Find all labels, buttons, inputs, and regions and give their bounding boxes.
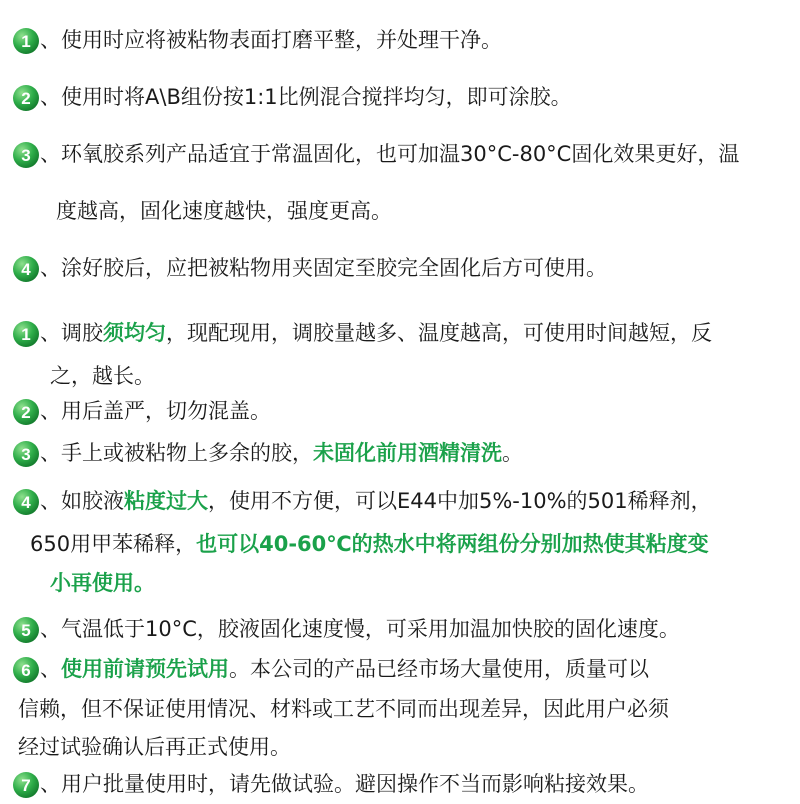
- number-badge-icon: [12, 84, 40, 112]
- s2-item-6-cont2: [0, 727, 800, 767]
- item-text: 环氧胶系列产品适宜于常温固化，也可加温30°C-80°C固化效果更好，温: [61, 142, 740, 166]
- number-badge-icon: [12, 771, 40, 799]
- svg-text:3: 3: [21, 445, 31, 464]
- number-badge-icon: [12, 27, 40, 55]
- item-text: 手上或被粘物上多余的胶，: [61, 441, 313, 465]
- separator: 、: [40, 399, 61, 423]
- s2-item-6: [0, 649, 800, 689]
- item-text: ，使用不方便，可以E44中加5%-10%的501稀释剂，: [208, 489, 712, 513]
- number-badge-icon: [12, 398, 40, 426]
- s1-item-3: [0, 134, 800, 174]
- highlight-text: 粘度过大: [124, 489, 208, 513]
- number-badge-icon: [12, 255, 40, 283]
- svg-text:6: 6: [21, 661, 31, 680]
- s2-item-5: [0, 609, 800, 649]
- s2-item-4-cont2: [0, 563, 800, 603]
- s1-item-2: [0, 77, 800, 117]
- highlight-text: 未固化前用酒精清洗: [313, 441, 502, 465]
- highlight-text: 使用前请预先试用: [61, 657, 229, 681]
- separator: 、: [40, 657, 61, 681]
- svg-text:5: 5: [21, 621, 31, 640]
- svg-text:2: 2: [21, 89, 31, 108]
- s1-item-4: [0, 248, 800, 288]
- item-text: 气温低于10°C，胶液固化速度慢，可采用加温加快胶的固化速度。: [61, 617, 680, 641]
- svg-text:4: 4: [21, 260, 31, 279]
- s1-item-3-cont: [0, 191, 800, 231]
- item-text: 用后盖严，切勿混盖。: [61, 399, 271, 423]
- item-text: 使用时应将被粘物表面打磨平整，并处理干净。: [61, 28, 502, 52]
- s2-item-4: [0, 481, 800, 521]
- svg-text:1: 1: [21, 32, 31, 51]
- svg-text:3: 3: [21, 146, 31, 165]
- item-text: 如胶液: [61, 489, 124, 513]
- s2-item-3: [0, 433, 800, 473]
- item-text: 调胶: [61, 321, 103, 345]
- separator: 、: [40, 28, 61, 52]
- s1-item-1: [0, 20, 800, 60]
- item-text: 涂好胶后，应把被粘物用夹固定至胶完全固化后方可使用。: [61, 256, 607, 280]
- item-text-cont: 之，越长。: [50, 364, 155, 388]
- svg-text:4: 4: [21, 493, 31, 512]
- svg-text:7: 7: [21, 776, 31, 795]
- separator: 、: [40, 441, 61, 465]
- number-badge-icon: [12, 320, 40, 348]
- s2-item-1: [0, 313, 800, 353]
- item-text-cont: 经过试验确认后再正式使用。: [18, 735, 291, 759]
- svg-text:2: 2: [21, 403, 31, 422]
- item-text: 。: [502, 441, 523, 465]
- separator: 、: [40, 489, 61, 513]
- highlight-text: 须均匀: [103, 321, 166, 345]
- number-badge-icon: [12, 488, 40, 516]
- s2-item-7: [0, 764, 800, 804]
- item-text-cont: 信赖，但不保证使用情况、材料或工艺不同而出现差异，因此用户必须: [18, 697, 669, 721]
- item-text-cont: 度越高，固化速度越快，强度更高。: [56, 199, 392, 223]
- item-text: ，现配现用，调胶量越多、温度越高，可使用时间越短，反: [166, 321, 712, 345]
- s2-item-1-cont: [0, 356, 800, 396]
- s2-item-4-cont: [0, 524, 800, 564]
- number-badge-icon: [12, 440, 40, 468]
- separator: 、: [40, 321, 61, 345]
- item-text-cont: 650用甲苯稀释，: [30, 532, 197, 556]
- separator: 、: [40, 85, 61, 109]
- separator: 、: [40, 772, 61, 796]
- number-badge-icon: [12, 141, 40, 169]
- s2-item-6-cont: [0, 689, 800, 729]
- item-text: 。本公司的产品已经市场大量使用，质量可以: [229, 657, 649, 681]
- item-text: 使用时将A\B组份按1:1比例混合搅拌均匀，即可涂胶。: [61, 85, 572, 109]
- number-badge-icon: [12, 656, 40, 684]
- separator: 、: [40, 256, 61, 280]
- item-text: 用户批量使用时，请先做试验。避因操作不当而影响粘接效果。: [61, 772, 649, 796]
- highlight-text: 小再使用。: [50, 571, 155, 595]
- separator: 、: [40, 617, 61, 641]
- svg-text:1: 1: [21, 325, 31, 344]
- separator: 、: [40, 142, 61, 166]
- s2-item-2: [0, 391, 800, 431]
- number-badge-icon: [12, 616, 40, 644]
- highlight-text: 也可以40-60℃的热水中将两组份分别加热使其粘度变: [196, 532, 709, 556]
